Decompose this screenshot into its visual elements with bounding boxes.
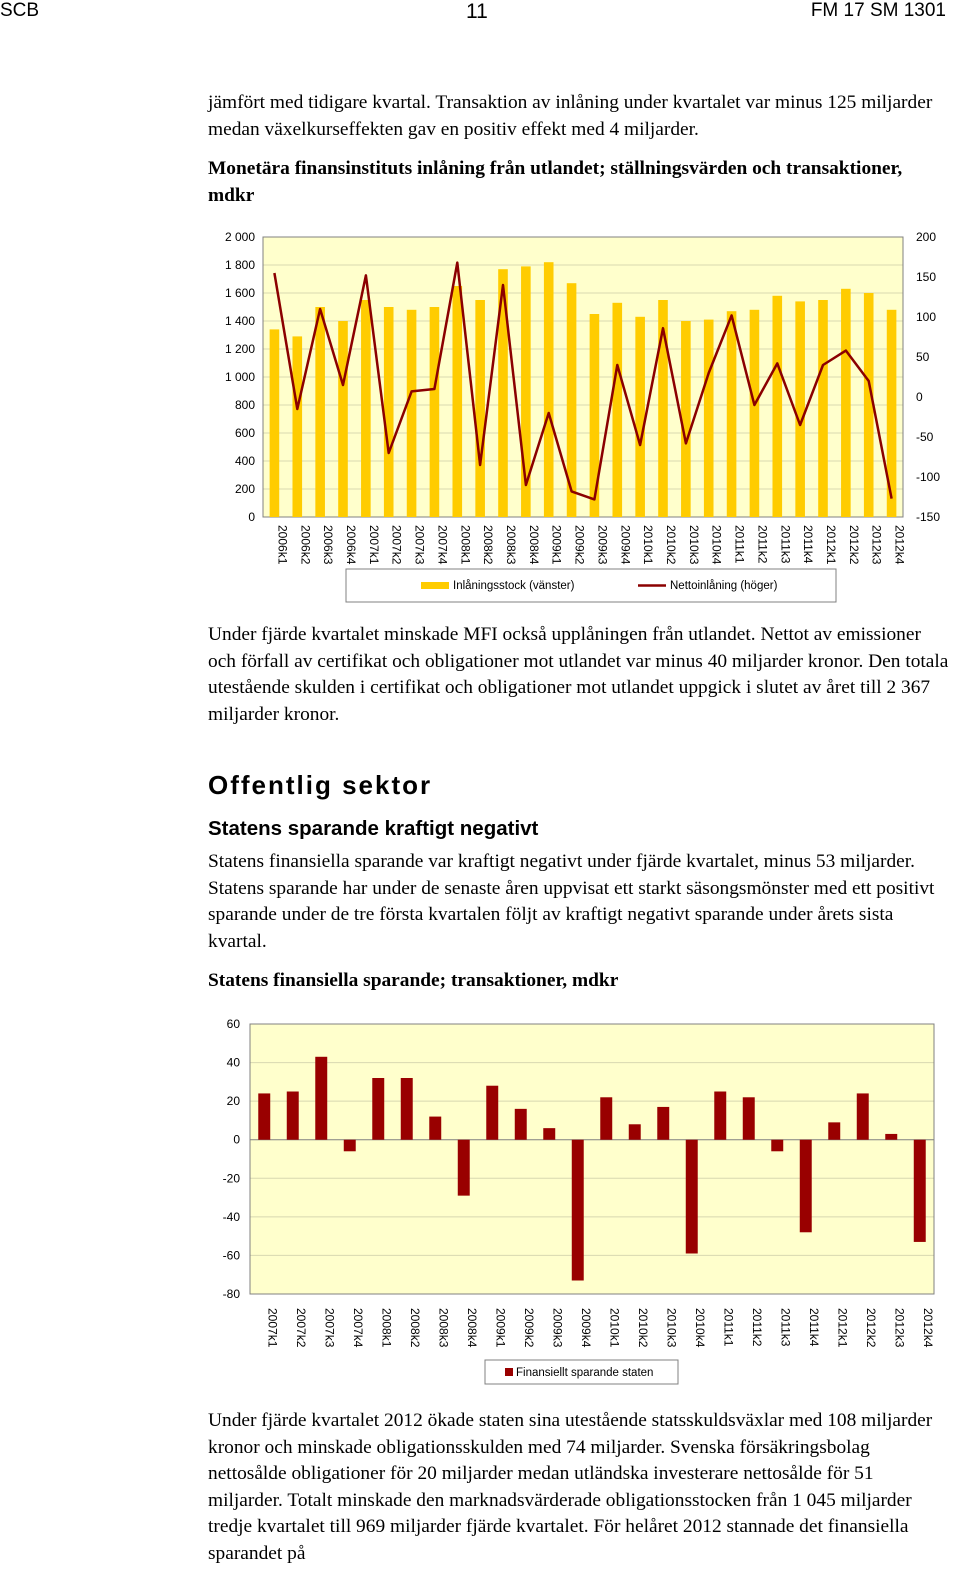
chart2-bar — [429, 1117, 441, 1140]
chart1-left-tick-label: 2 000 — [224, 230, 255, 244]
chart1-right-tick-label: 100 — [916, 310, 937, 324]
chart2-plot-area — [250, 1024, 934, 1294]
page-number: 11 — [466, 0, 488, 23]
chart2-bar — [600, 1097, 612, 1139]
chart2-y-tick-label: -20 — [222, 1171, 240, 1186]
chart1-right-tick-label: 50 — [916, 350, 930, 364]
chart1-x-tick-label: 2008k1 — [458, 525, 473, 565]
chart1-left-tick-label: 400 — [234, 454, 255, 468]
chart1-x-tick-label: 2007k3 — [412, 525, 427, 565]
chart2-bar — [372, 1078, 384, 1140]
chart1-x-tick-label: 2007k4 — [435, 525, 450, 565]
chart2-x-tick-label: 2007k4 — [350, 1308, 365, 1348]
paragraph-2: Under fjärde kvartalet minskade MFI också upplåningen från utlandet. Nettot av emissioner och förfall av certifikat och obligationer mot utlandet var minus 40 miljarder kronor. Den totala utestående skulden i certifikat och obligationer mot utlandet uppgick i slutet av året till 2 367 miljarder kronor. — [208, 624, 949, 725]
subheading: Statens sparande kraftigt negativt — [208, 817, 539, 840]
chart2-bar — [458, 1140, 470, 1196]
chart2-x-tick-label: 2008k1 — [379, 1308, 394, 1348]
chart1-x-tick-label: 2009k2 — [572, 525, 587, 565]
chart2-y-tick-label: 20 — [226, 1094, 240, 1109]
chart2-bar — [914, 1140, 926, 1242]
chart2-y-tick-label: 0 — [233, 1132, 240, 1147]
chart1-legend-bar-label: Inlåningsstock (vänster) — [453, 580, 575, 592]
chart2-x-tick-label: 2009k4 — [578, 1308, 593, 1348]
paragraph-1: jämfört med tidigare kvartal. Transaktion av inlåning under kvartalet var minus 125 miljarder medan växelkurseffekten gav en positiv effekt med 4 miljarder. — [208, 92, 933, 140]
chart2-legend-swatch — [505, 1368, 513, 1376]
chart2-bar — [515, 1109, 527, 1140]
chart1-x-tick-label: 2012k3 — [869, 525, 884, 565]
chart1-right-tick-label: -50 — [916, 430, 934, 444]
chart2-bar — [714, 1092, 726, 1140]
chart2-bar — [572, 1140, 584, 1281]
chart2-bar — [629, 1124, 641, 1139]
chart2-y-tick-label: 40 — [226, 1055, 240, 1070]
chart1-x-tick-label: 2009k3 — [595, 525, 610, 565]
chart2-bar — [287, 1092, 299, 1140]
chart1-left-tick-label: 200 — [234, 482, 255, 496]
chart1-x-tick-label: 2008k3 — [504, 525, 518, 565]
chart1-x-tick-label: 2010k3 — [686, 525, 701, 565]
chart2-x-tick-label: 2009k3 — [550, 1308, 565, 1348]
chart1-left-tick-label: 0 — [248, 510, 255, 524]
chart1-x-tick-label: 2006k3 — [321, 525, 336, 565]
chart2-x-tick-label: 2010k1 — [607, 1308, 622, 1348]
chart2-x-tick-label: 2011k3 — [778, 1308, 793, 1347]
chart2-y-tick-label: 60 — [226, 1017, 240, 1031]
chart2-bar — [657, 1107, 669, 1140]
chart2-bar — [743, 1097, 755, 1139]
chart2-x-tick-label: 2010k3 — [664, 1308, 679, 1348]
chart2-x-tick-label: 2009k1 — [493, 1308, 508, 1348]
chart2-bar — [686, 1140, 698, 1254]
chart1-left-tick-label: 1 000 — [224, 370, 255, 384]
chart1-left-tick-label: 1 400 — [224, 314, 255, 328]
chart1-x-tick-label: 2011k2 — [755, 525, 770, 564]
chart2-legend-label: Finansiellt sparande staten — [516, 1367, 654, 1379]
chart2-bar — [828, 1122, 840, 1139]
chart1-left-tick-label: 600 — [234, 426, 255, 440]
chart1-x-tick-label: 2006k2 — [298, 525, 313, 565]
chart2-bar — [543, 1128, 555, 1140]
chart2-x-tick-label: 2008k2 — [407, 1308, 422, 1348]
chart2-bar — [315, 1057, 327, 1140]
section-title: Offentlig sektor — [208, 770, 433, 800]
chart2-bar — [344, 1140, 356, 1152]
chart1-right-tick-label: 200 — [916, 230, 937, 244]
chart2-bar — [401, 1078, 413, 1140]
chart1-x-tick-label: 2006k1 — [275, 525, 290, 565]
chart1-x-tick-label: 2008k4 — [526, 525, 541, 565]
chart2-x-tick-label: 2008k3 — [436, 1308, 451, 1348]
chart1-x-tick-label: 2011k3 — [778, 525, 793, 564]
chart1-x-tick-label: 2007k1 — [366, 525, 381, 565]
chart2-x-tick-label: 2011k1 — [721, 1308, 736, 1347]
chart1-x-tick-label: 2011k4 — [801, 525, 816, 564]
chart1-right-tick-label: -150 — [916, 510, 941, 524]
paragraph-4: Under fjärde kvartalet 2012 ökade staten sina utestående statsskuldsväxlar med 108 miljarder kronor och minskade obligationsskulden med 74 miljarder. Svenska försäkringsbolag nettosålde obligationer för 20 miljarder medan utländska investerare nettosålde för 51 miljarder. Totalt minskade den marknadsvärderade obligationsstocken från 1 045 miljarder tredje kvartalet till 969 miljarder fjärde kvartalet. För helåret 2012 stannade det finansiella sparandet på — [208, 1410, 933, 1564]
header-right: FM 17 SM 1301 — [810, 0, 946, 21]
chart2-x-tick-label: 2008k4 — [464, 1308, 479, 1348]
chart1-x-tick-label: 2010k4 — [709, 525, 724, 565]
chart2-x-tick-label: 2007k1 — [265, 1308, 280, 1348]
chart1-x-tick-label: 2012k1 — [824, 525, 838, 565]
chart2-x-tick-label: 2011k4 — [806, 1308, 821, 1347]
chart1-caption: Monetära finansinstituts inlåning från utlandet; ställningsvärden och transaktioner, mdkr — [208, 158, 903, 206]
chart1-left-tick-label: 1 200 — [224, 342, 255, 356]
chart2-x-tick-label: 2012k1 — [835, 1308, 850, 1348]
chart2-x-tick-label: 2012k3 — [892, 1308, 907, 1348]
chart1-x-tick-label: 2007k2 — [389, 525, 404, 565]
chart1-legend-line-label: Nettoinlåning (höger) — [670, 580, 778, 592]
chart2-y-tick-label: -40 — [222, 1209, 240, 1224]
chart2-bar — [800, 1140, 812, 1233]
chart2-x-tick-label: 2009k2 — [521, 1308, 536, 1348]
chart1-x-tick-label: 2010k1 — [641, 525, 656, 565]
chart1-x-tick-label: 2010k2 — [664, 525, 678, 565]
chart1-left-tick-label: 1 800 — [224, 258, 255, 272]
chart2-y-tick-label: -60 — [222, 1248, 240, 1263]
paragraph-3: Statens finansiella sparande var kraftigt negativt under fjärde kvartalet, minus 53 miljarder. Statens sparande har under de senaste åren uppvisat ett starkt säsongsmönster med ett positivt sparande under de tre första kvartalen följt av kraftigt negativt sparande under årets sista kvartal. — [208, 851, 935, 952]
chart2-x-tick-label: 2010k4 — [692, 1308, 707, 1348]
chart2-x-tick-label: 2010k2 — [635, 1308, 650, 1348]
chart1-x-tick-label: 2012k4 — [892, 525, 907, 565]
chart1-x-tick-label: 2011k1 — [732, 525, 747, 564]
chart2-x-tick-label: 2012k4 — [920, 1308, 935, 1348]
chart1-left-tick-label: 800 — [234, 398, 255, 412]
chart1-right-tick-label: -100 — [916, 470, 941, 484]
chart2-caption: Statens finansiella sparande; transaktioner, mdkr — [208, 970, 619, 991]
chart2-x-tick-label: 2012k2 — [863, 1308, 878, 1348]
header-left: SCB — [0, 0, 40, 21]
chart1-x-tick-label: 2006k4 — [344, 525, 358, 565]
chart2-y-tick-label: -80 — [222, 1287, 240, 1301]
chart1-right-tick-label: 150 — [916, 270, 937, 284]
chart1-x-tick-label: 2008k2 — [481, 525, 496, 565]
chart2-x-tick-label: 2007k3 — [322, 1308, 337, 1348]
chart1-right-tick-label: 0 — [916, 390, 923, 404]
chart1-left-tick-label: 1 600 — [224, 286, 255, 300]
chart2-bar — [771, 1140, 783, 1152]
chart2-bar — [486, 1086, 498, 1140]
chart2-x-tick-label: 2011k2 — [749, 1308, 764, 1347]
chart2-bar — [258, 1093, 270, 1139]
chart1-x-tick-label: 2012k2 — [846, 525, 861, 565]
chart2-x-tick-label: 2007k2 — [293, 1308, 308, 1348]
chart2-bar — [885, 1134, 897, 1140]
chart1-x-tick-label: 2009k1 — [549, 525, 564, 565]
chart1-x-tick-label: 2009k4 — [618, 525, 633, 565]
chart2-bar — [857, 1093, 869, 1139]
